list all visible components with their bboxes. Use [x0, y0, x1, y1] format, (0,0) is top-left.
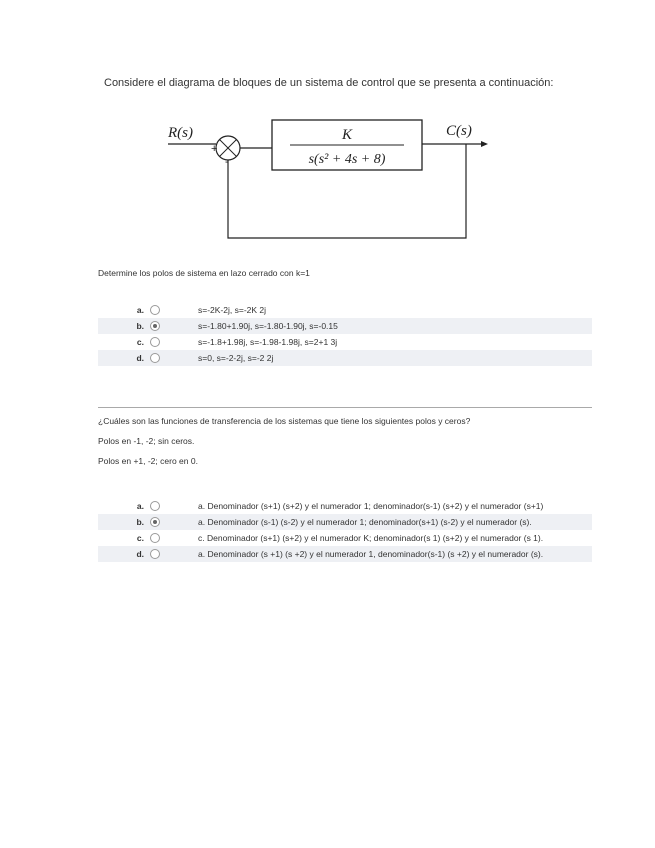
radio-button-selected[interactable]: [150, 517, 160, 527]
radio-button[interactable]: [150, 337, 160, 347]
option-row-2b[interactable]: [98, 514, 592, 530]
option-text: s=-1.80+1.90j, s=-1.80-1.90j, s=-0.15: [198, 321, 338, 331]
output-label: C(s): [446, 123, 472, 139]
tf-denominator: s(s² + 4s + 8): [308, 152, 386, 167]
option-text: s=-2K-2j, s=-2K 2j: [198, 305, 267, 315]
summing-plus: +: [211, 143, 218, 155]
option-letter: c.: [136, 533, 144, 543]
radio-button[interactable]: [150, 353, 160, 363]
option-row-1b[interactable]: [98, 318, 592, 334]
option-text: s=0, s=-2-2j, s=-2 2j: [198, 353, 274, 363]
option-row-2d[interactable]: [98, 546, 592, 562]
intro-text: Considere el diagrama de bloques de un sistema de control que se presenta a continuación:: [104, 77, 554, 89]
option-letter: a.: [136, 305, 144, 315]
summing-minus: -: [225, 156, 229, 168]
radio-button[interactable]: [150, 305, 160, 315]
option-letter: d.: [136, 549, 144, 559]
option-text: a. Denominador (s+1) (s+2) y el numerador 1; denominador(s-1) (s+2) y el numerador (s+1): [198, 501, 544, 511]
option-row-2c[interactable]: [98, 530, 592, 546]
option-row-1d[interactable]: [98, 350, 592, 366]
option-letter: c.: [136, 337, 144, 347]
option-letter: d.: [136, 353, 144, 363]
radio-button[interactable]: [150, 533, 160, 543]
option-text: s=-1.8+1.98j, s=-1.98-1.98j, s=2+1 3j: [198, 337, 338, 347]
option-letter: b.: [136, 321, 144, 331]
option-row-1a[interactable]: [98, 302, 592, 318]
question-2-line-2: Polos en +1, -2; cero en 0.: [98, 456, 198, 466]
option-text: a. Denominador (s +1) (s +2) y el numerador 1, denominador(s-1) (s +2) y el numerador (s).: [198, 549, 544, 559]
input-label: R(s): [168, 125, 193, 141]
question-1-text: Determine los polos de sistema en lazo cerrado con k=1: [98, 268, 310, 278]
radio-button[interactable]: [150, 549, 160, 559]
option-letter: a.: [136, 501, 144, 511]
radio-button[interactable]: [150, 501, 160, 511]
option-text: c. Denominador (s+1) (s+2) y el numerador K; denominador(s 1) (s+2) y el numerador (s 1).: [198, 533, 544, 543]
output-arrowhead: [481, 141, 488, 147]
question-2-options: [98, 498, 592, 562]
tf-numerator: K: [341, 127, 353, 143]
question-2-line-1: Polos en -1, -2; sin ceros.: [98, 436, 195, 446]
question-1-options: [98, 302, 592, 366]
option-letter: b.: [136, 517, 144, 527]
section-divider: [98, 407, 592, 408]
option-row-2a[interactable]: [98, 498, 592, 514]
option-row-1c[interactable]: [98, 334, 592, 350]
option-text: a. Denominador (s-1) (s-2) y el numerador 1; denominador(s+1) (s-2) y el numerador (s).: [198, 517, 532, 527]
radio-button-selected[interactable]: [150, 321, 160, 331]
question-2-text: ¿Cuáles son las funciones de transferencia de los sistemas que tiene los siguientes polos y ceros?: [98, 416, 471, 426]
block-diagram: [150, 110, 490, 245]
